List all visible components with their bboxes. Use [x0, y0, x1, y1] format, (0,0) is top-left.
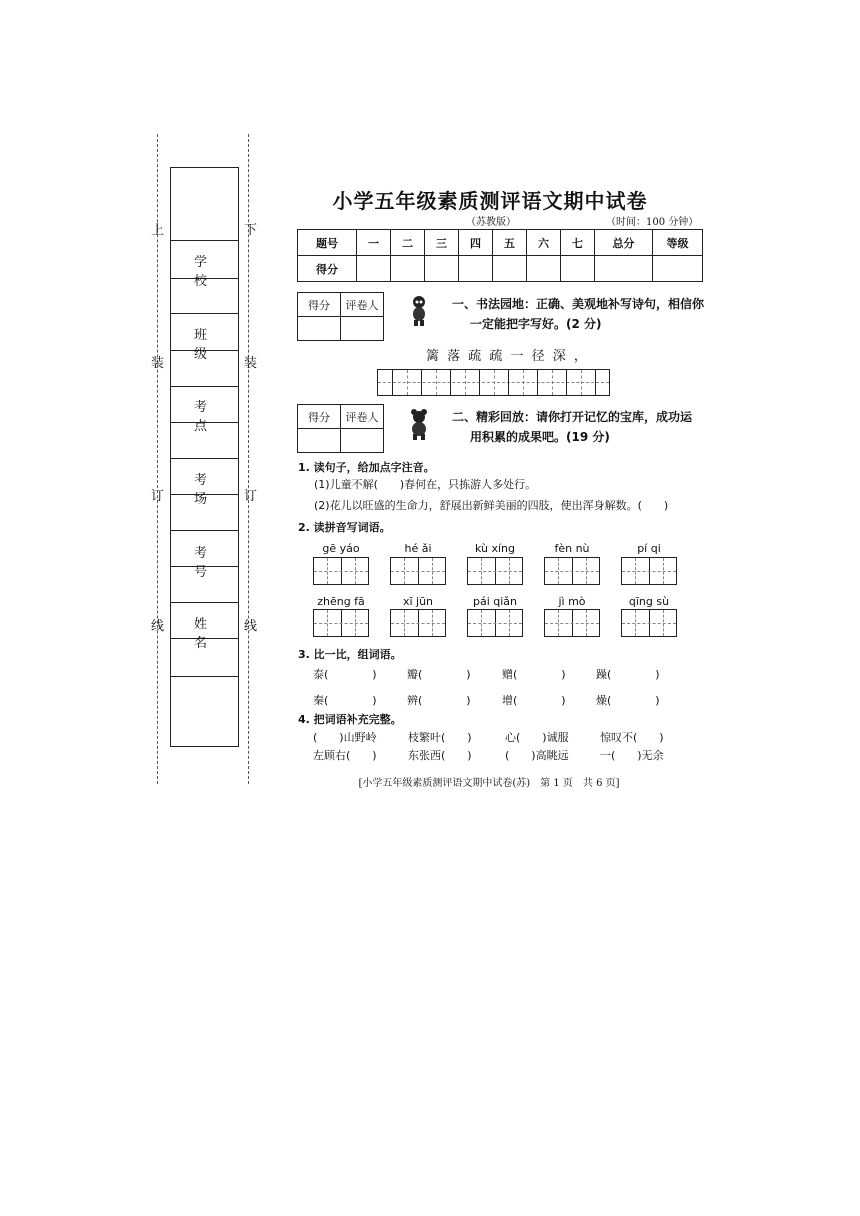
table-cell: 一: [357, 230, 391, 256]
table-cell: 得分: [298, 256, 357, 282]
writing-box[interactable]: [390, 557, 446, 585]
grader-table: [297, 404, 384, 453]
writing-box[interactable]: [621, 557, 677, 585]
writing-box[interactable]: [621, 609, 677, 637]
section2-instruction: 二、精彩回放：请你打开记忆的宝库，成功运: [452, 410, 693, 424]
score-input-cell[interactable]: [493, 256, 527, 282]
writing-box[interactable]: [467, 609, 523, 637]
exam-room-label: 考 场: [193, 473, 221, 507]
binding-char: 下: [244, 223, 258, 238]
table-cell: 五: [493, 230, 527, 256]
score-input-cell[interactable]: [595, 256, 653, 282]
pinyin-label: hé ǎi: [404, 542, 432, 555]
compare-item: 赠( ): [502, 668, 566, 681]
binding-char: 装: [151, 356, 165, 371]
writing-grid[interactable]: [377, 369, 610, 396]
table-cell: 总分: [595, 230, 653, 256]
section2-instruction-cont: 用积累的成果吧。(19 分): [470, 430, 610, 444]
writing-box[interactable]: [390, 609, 446, 637]
pinyin-label: xī jūn: [402, 595, 434, 608]
exam-site-label: 考 点: [193, 400, 221, 434]
score-input-cell[interactable]: [425, 256, 459, 282]
binding-char: 线: [151, 619, 165, 634]
grader-table: [297, 292, 384, 341]
section1-instruction-cont: 一定能把字写好。(2 分): [470, 317, 602, 331]
grader-score-input[interactable]: [298, 317, 341, 341]
idiom-item: 一( )无余: [600, 749, 664, 762]
pinyin-label: kù xíng: [474, 542, 516, 555]
score-input-cell[interactable]: [527, 256, 561, 282]
compare-item: 辨( ): [407, 694, 471, 707]
question-4-title: 4. 把词语补充完整。: [298, 713, 402, 726]
pinyin-label: qīng sù: [628, 595, 670, 608]
page-title: 小学五年级素质测评语文期中试卷: [332, 189, 648, 213]
compare-item: 躁( ): [596, 668, 660, 681]
grader-reviewer-input[interactable]: [341, 429, 384, 453]
idiom-item: 惊叹不( ): [600, 731, 664, 744]
exam-number-label: 考 号: [193, 546, 221, 580]
table-cell: 六: [527, 230, 561, 256]
student-info-box: [170, 167, 239, 747]
idiom-item: 心( )诚服: [505, 731, 569, 744]
section1-instruction: 一、书法园地：正确、美观地补写诗句，相信你: [452, 297, 705, 311]
compare-item: 增( ): [502, 694, 566, 707]
name-label: 姓 名: [193, 617, 221, 651]
score-table: [297, 229, 703, 282]
question-1-sentence-2: (2)花儿以旺盛的生命力，舒展出新鲜美丽的四肢，使出浑身解数。( ): [314, 499, 669, 512]
pinyin-label: gē yáo: [322, 542, 360, 555]
binding-char: 订: [151, 489, 165, 504]
pinyin-label: jì mò: [558, 595, 586, 608]
writing-box[interactable]: [544, 609, 600, 637]
question-2-title: 2. 读拼音写词语。: [298, 521, 391, 534]
writing-box[interactable]: [313, 609, 369, 637]
compare-item: 泰( ): [313, 668, 377, 681]
pinyin-label: fèn nù: [554, 542, 590, 555]
page-footer: [小学五年级素质测评语文期中试卷(苏) 第 1 页 共 6 页]: [358, 778, 620, 789]
score-input-cell[interactable]: [391, 256, 425, 282]
grader-score-input[interactable]: [298, 429, 341, 453]
time-label: （时间：100 分钟）: [606, 217, 699, 228]
table-cell: 等级: [653, 230, 703, 256]
score-input-cell[interactable]: [459, 256, 493, 282]
score-input-cell[interactable]: [653, 256, 703, 282]
compare-item: 燥( ): [596, 694, 660, 707]
grader-reviewer-label: 评卷人: [341, 405, 384, 429]
pinyin-label: pí qi: [637, 542, 661, 555]
table-cell: 七: [561, 230, 595, 256]
writing-box[interactable]: [467, 557, 523, 585]
table-cell: 题号: [298, 230, 357, 256]
grader-reviewer-input[interactable]: [341, 317, 384, 341]
binding-char: 上: [151, 223, 165, 238]
table-cell: 四: [459, 230, 493, 256]
writing-box[interactable]: [544, 557, 600, 585]
idiom-item: 东张西( ): [408, 749, 472, 762]
grader-score-label: 得分: [298, 405, 341, 429]
idiom-item: 左顾右( ): [313, 749, 377, 762]
idiom-item: ( )高眺远: [505, 749, 569, 762]
binding-char: 线: [244, 619, 258, 634]
pinyin-label: zhēng fā: [317, 595, 365, 608]
monkey-mascot-icon: [408, 294, 430, 326]
edition-label: （苏教版）: [466, 217, 516, 228]
pinyin-label: pái qiǎn: [472, 595, 518, 608]
question-3-title: 3. 比一比，组词语。: [298, 648, 402, 661]
table-cell: 三: [425, 230, 459, 256]
question-1-sentence-1: (1)儿童不解( )春何在，只拣游人多处行。: [314, 478, 537, 491]
compare-item: 秦( ): [313, 694, 377, 707]
question-1-title: 1. 读句子，给加点字注音。: [298, 461, 435, 474]
school-label: 学 校: [193, 255, 221, 289]
grader-score-label: 得分: [298, 293, 341, 317]
grader-reviewer-label: 评卷人: [341, 293, 384, 317]
idiom-item: 枝繁叶( ): [408, 731, 472, 744]
class-label: 班 级: [193, 328, 221, 362]
compare-item: 瓣( ): [407, 668, 471, 681]
score-input-cell[interactable]: [357, 256, 391, 282]
score-input-cell[interactable]: [561, 256, 595, 282]
binding-char: 订: [244, 489, 258, 504]
poem-line: 篱 落 疏 疏 一 径 深 ，: [426, 349, 589, 364]
bear-mascot-icon: [408, 408, 430, 440]
table-row: [298, 230, 703, 256]
binding-char: 装: [244, 356, 258, 371]
idiom-item: ( )山野岭: [313, 731, 377, 744]
writing-box[interactable]: [313, 557, 369, 585]
table-row: [298, 256, 703, 282]
table-cell: 二: [391, 230, 425, 256]
